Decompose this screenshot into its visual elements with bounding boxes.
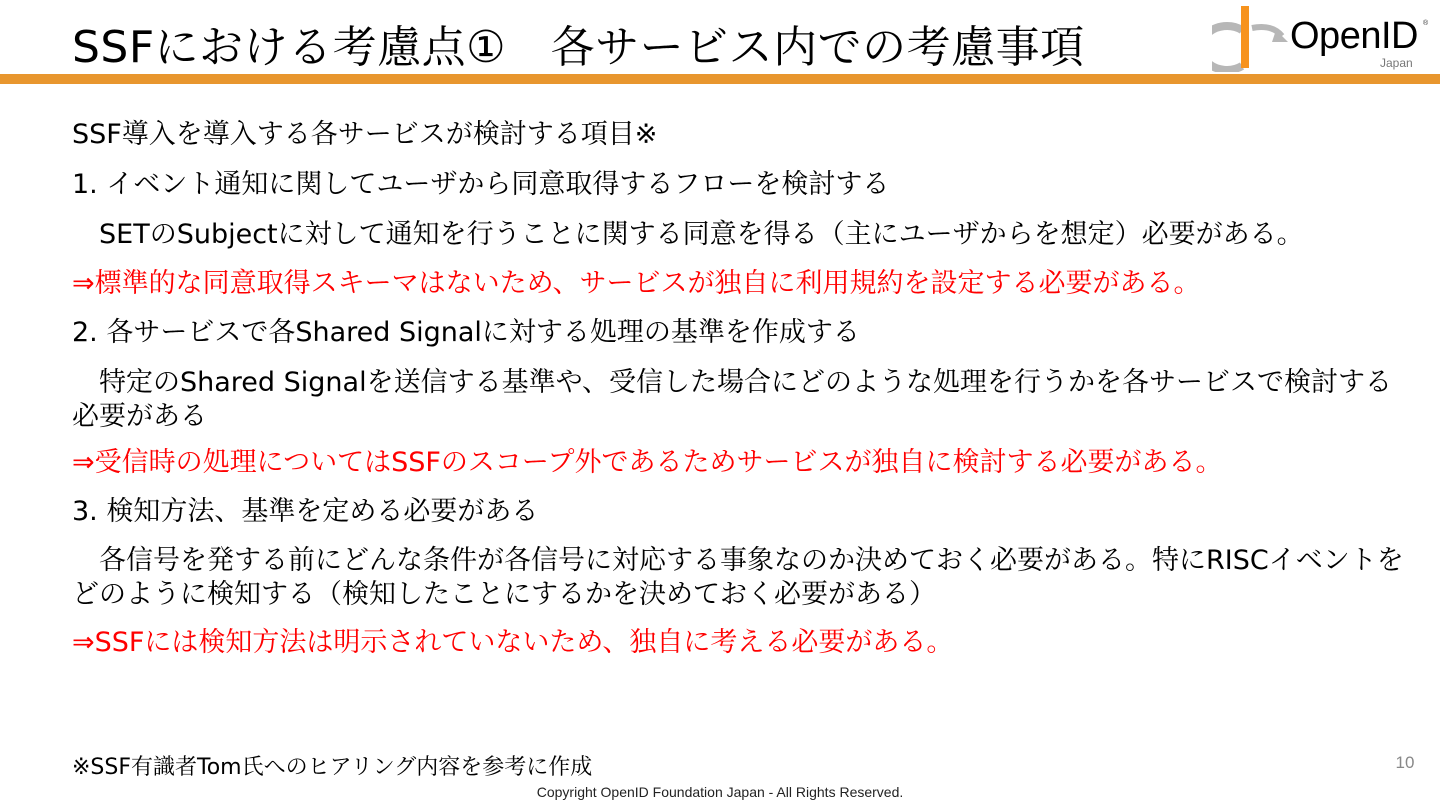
item-1-detail: SETのSubjectに対して通知を行うことに関する同意を得る（主にユーザからを想定）必要がある。 <box>72 219 1304 250</box>
title-underline-bar <box>0 74 1440 84</box>
item-3-detail: 各信号を発する前にどんな条件が各信号に対応する事象なのか決めておく必要がある。特にRISCイベントをどのように検知する（検知したことにするかを決めておく必要がある） <box>72 545 1404 610</box>
item-2-heading: 2. 各サービスで各Shared Signalに対する処理の基準を作成する <box>72 317 860 348</box>
page-number: 10 <box>1395 753 1415 772</box>
logo-subtitle: Japan <box>1380 56 1413 70</box>
item-2-note: ⇒受信時の処理についてはSSFのスコープ外であるためサービスが独自に検討する必要がある。 <box>72 447 1223 478</box>
registered-mark: ® <box>1423 20 1429 27</box>
logo-wordmark: OpenID <box>1290 15 1418 57</box>
item-1-heading: 1. イベント通知に関してユーザから同意取得するフローを検討する <box>72 169 890 200</box>
item-2-detail: 特定のShared Signalを送信する基準や、受信した場合にどのような処理を行うかを各サービスで検討する必要がある <box>72 367 1393 432</box>
item-1-note: ⇒標準的な同意取得スキーマはないため、サービスが独自に利用規約を設定する必要がある。 <box>72 268 1201 299</box>
item-3-note: ⇒SSFには検知方法は明示されていないため、独自に考える必要がある。 <box>72 627 954 658</box>
item-3-heading: 3. 検知方法、基準を定める必要がある <box>72 496 539 527</box>
copyright-notice: Copyright OpenID Foundation Japan - All Rights Reserved. <box>536 784 904 800</box>
footnote: ※SSF有識者Tom氏へのヒアリング内容を参考に作成 <box>72 755 593 780</box>
body-line-heading: SSF導入を導入する各サービスが検討する項目※ <box>72 119 658 150</box>
openid-logo <box>1212 2 1432 72</box>
openid-logo-icon <box>1212 2 1292 72</box>
slide-title: SSFにおける考慮点① 各サービス内での考慮事項 <box>72 22 1085 73</box>
